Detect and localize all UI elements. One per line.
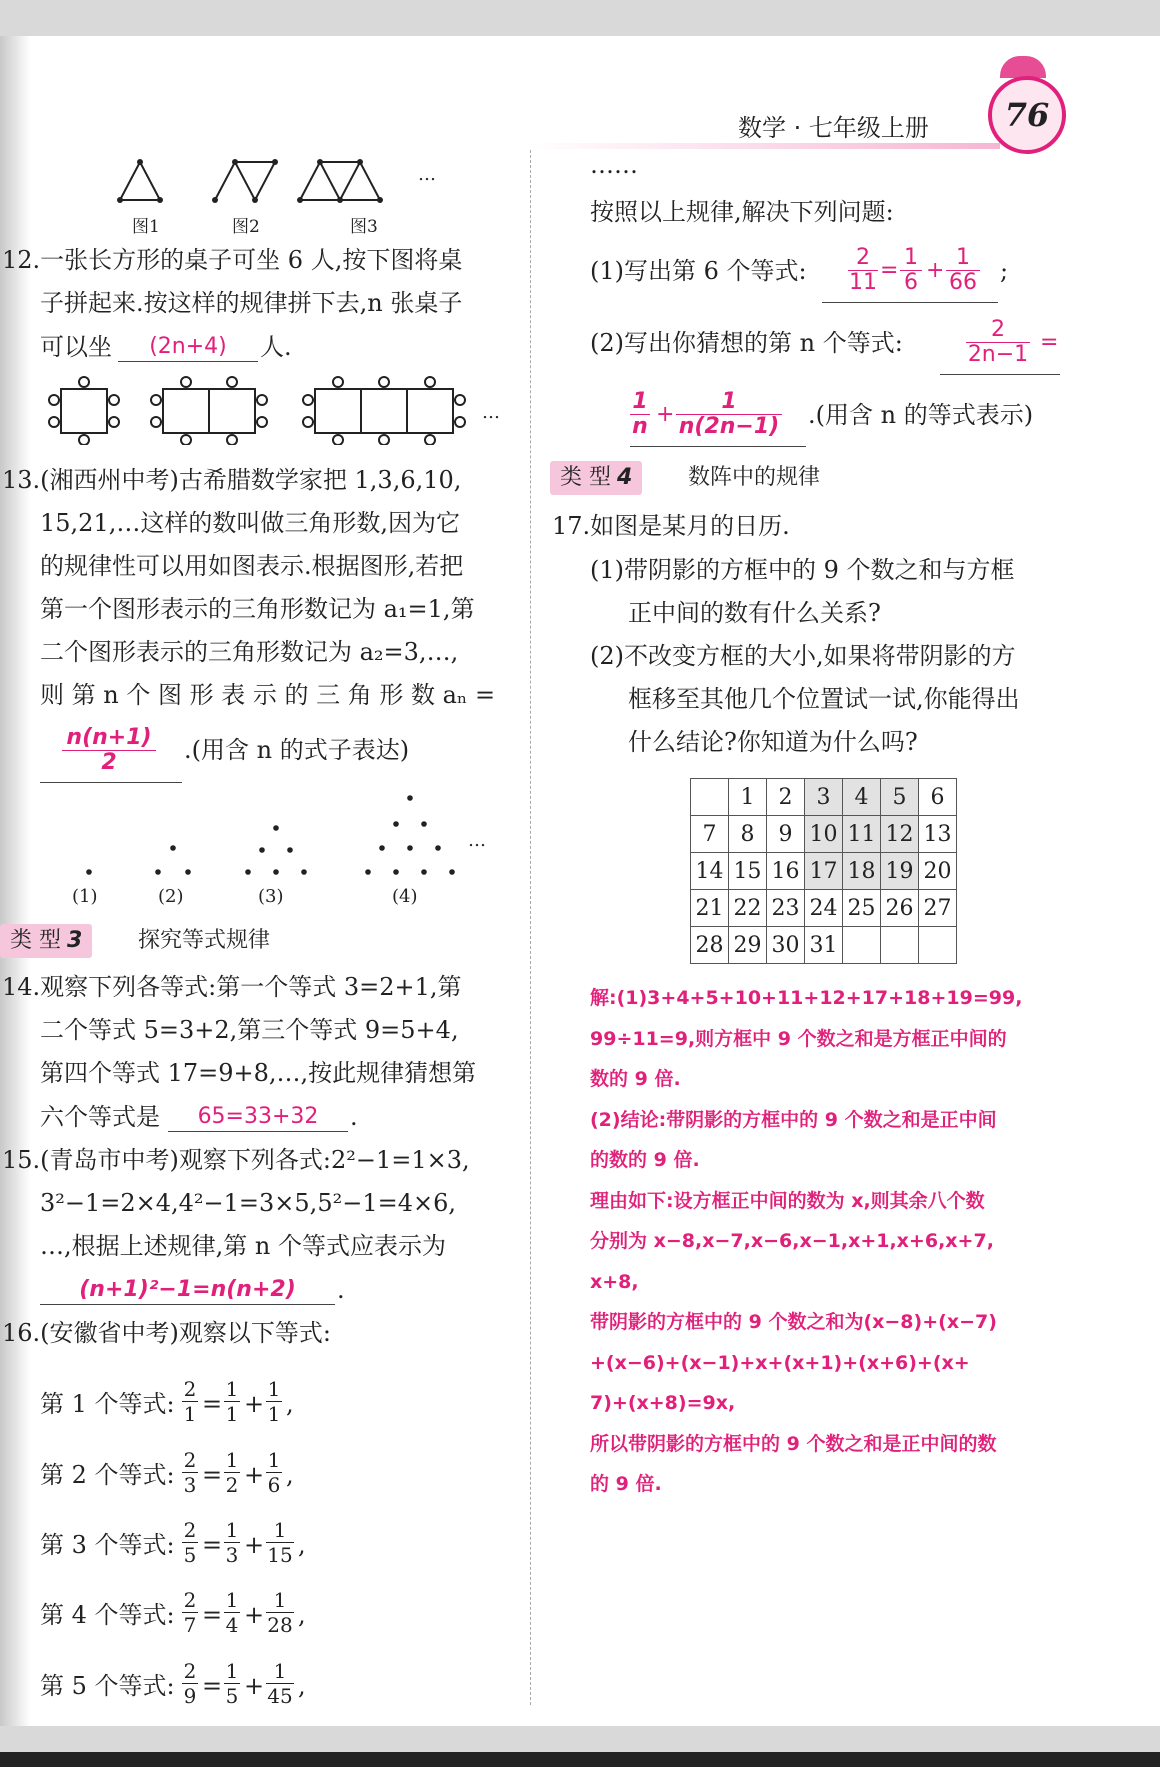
fraction-numerator: 1 — [225, 1659, 239, 1683]
fraction-denominator: 4 — [225, 1613, 239, 1637]
equation-operator: + — [244, 1601, 265, 1629]
calendar-cell: 22 — [729, 890, 767, 927]
q14-after: . — [350, 1103, 358, 1131]
type4-num: 4 — [617, 465, 633, 490]
equation-operator: , — [298, 1672, 306, 1700]
type4-badge — [550, 461, 642, 495]
q16-p1-underline — [822, 302, 998, 303]
bottom-bar — [0, 1752, 1160, 1767]
q13-answer-num: n(n+1) — [62, 726, 156, 751]
type3-heading — [0, 924, 330, 958]
calendar-cell: 2 — [767, 779, 805, 816]
equation-operator: = — [202, 1531, 223, 1559]
dot-fig-label-1: (1) — [72, 886, 98, 907]
fraction-denominator: 2 — [225, 1473, 239, 1497]
fraction-numerator: 1 — [225, 1377, 239, 1401]
calendar-cell: 31 — [805, 927, 843, 964]
type3-num: 3 — [67, 928, 83, 953]
q16-p2-after: .(用含 n 的等式表示) — [808, 401, 1034, 429]
q13-line-2: 15,21,…这样的数叫做三角形数,因为它 — [40, 509, 460, 537]
column-divider — [530, 150, 531, 1705]
calendar-cell: 12 — [881, 816, 919, 853]
table-fig-ellipsis: … — [482, 402, 500, 423]
type4-heading — [550, 461, 910, 495]
calendar-cell: 15 — [729, 853, 767, 890]
type3-label: 类 型 — [10, 928, 61, 953]
solution-line: 带阴影的方框中的 9 个数之和为(x−8)+(x−7) — [590, 1311, 997, 1333]
calendar-cell: 16 — [767, 853, 805, 890]
q17-p2-line-3: 什么结论?你知道为什么吗? — [628, 728, 918, 756]
page-shadow — [0, 36, 30, 1726]
q14-answer: 65=33+32 — [168, 1103, 348, 1132]
equation-fraction — [224, 1588, 240, 1637]
calendar-cell: 29 — [729, 927, 767, 964]
solution-line: 的数的 9 倍. — [590, 1149, 700, 1171]
q15-line-2: 3²−1=2×4,4²−1=3×5,5²−1=4×6, — [40, 1189, 456, 1217]
calendar-cell: 18 — [843, 853, 881, 890]
calendar-cell: 24 — [805, 890, 843, 927]
calendar-cell: 23 — [767, 890, 805, 927]
fraction-denominator: 28 — [267, 1613, 293, 1637]
equation-operator: , — [298, 1531, 306, 1559]
q14-line-4: 六个等式是 — [40, 1103, 160, 1131]
calendar-cell: 30 — [767, 927, 805, 964]
calendar-row — [691, 890, 957, 927]
q13-line-3: 的规律性可以用如图表示.根据图形,若把 — [40, 552, 464, 580]
calendar-cell — [919, 927, 957, 964]
equation-fraction — [266, 1377, 282, 1426]
equation-fraction — [182, 1448, 198, 1497]
q16-p2-frac-a — [966, 318, 1030, 367]
q14-line-3: 第四个等式 17=9+8,…,按此规律猜想第 — [40, 1059, 477, 1087]
calendar-cell: 5 — [881, 779, 919, 816]
calendar-cell: 10 — [805, 816, 843, 853]
q16-p1-end: ; — [1000, 257, 1009, 285]
dot-fig-label-2: (2) — [158, 886, 184, 907]
equation-operator: = — [202, 1461, 223, 1489]
fraction-denominator: 5 — [183, 1543, 197, 1567]
equation-fraction — [266, 1518, 294, 1567]
q16-p2-eq: = — [1040, 330, 1059, 355]
page-number: 76 — [1004, 96, 1050, 134]
q16-equation-row — [40, 1516, 370, 1572]
fraction-numerator: 1 — [225, 1448, 239, 1472]
calendar-cell: 6 — [919, 779, 957, 816]
calendar-row — [691, 853, 957, 890]
equation-operator: + — [244, 1461, 265, 1489]
fraction-numerator: 1 — [267, 1448, 281, 1472]
q16-p1-a-num: 2 — [848, 246, 878, 271]
solution-line: 7)+(x+8)=9x, — [590, 1392, 736, 1414]
calendar-table — [690, 778, 957, 964]
page-number-badge — [988, 76, 1066, 154]
type4-title: 数阵中的规律 — [688, 465, 821, 490]
equation-fraction — [224, 1448, 240, 1497]
q16-p1-eq: = — [880, 258, 899, 283]
fraction-numerator: 2 — [183, 1448, 197, 1472]
solution-line: 数的 9 倍. — [590, 1068, 681, 1090]
equation-operator: = — [202, 1672, 223, 1700]
q17-p2-line-2: 框移至其他几个位置试一试,你能得出 — [628, 685, 1020, 713]
q13-answer — [62, 726, 156, 775]
fig-label-1: 图1 — [132, 217, 160, 237]
q16-equation-row — [40, 1657, 370, 1713]
q13-answer-den: 2 — [101, 750, 117, 775]
q12-line-2: 子拼起来.按这样的规律拼下去,n 张桌子 — [40, 289, 463, 317]
solution-line: 99÷11=9,则方框中 9 个数之和是方框正中间的 — [590, 1027, 1007, 1050]
q16-p2-a-den: 2n−1 — [967, 342, 1029, 367]
q16-p1-label: (1)写出第 6 个等式: — [590, 257, 807, 285]
q16-p1-frac-b — [900, 246, 922, 295]
q16-p2-frac-c — [676, 390, 782, 439]
q16-intro: 16.(安徽省中考)观察以下等式: — [2, 1319, 331, 1347]
fraction-numerator: 1 — [266, 1659, 294, 1684]
q16-equation-row — [40, 1375, 370, 1431]
q15-after: . — [337, 1276, 345, 1304]
q17-intro: 17.如图是某月的日历. — [552, 512, 790, 540]
fraction-numerator: 1 — [266, 1588, 294, 1613]
header-rule — [530, 143, 1000, 149]
fraction-numerator: 2 — [183, 1659, 197, 1683]
equation-operator: , — [286, 1461, 294, 1489]
q15-line-1: 15.(青岛市中考)观察下列各式:2²−1=1×3, — [2, 1146, 470, 1174]
type3-badge — [0, 924, 92, 958]
fraction-denominator: 5 — [225, 1684, 239, 1708]
calendar-row — [691, 816, 957, 853]
calendar-cell: 25 — [843, 890, 881, 927]
q12-answer: (2n+4) — [118, 333, 258, 362]
solution-line: 所以带阴影的方框中的 9 个数之和是正中间的数 — [590, 1432, 997, 1455]
equation-fraction — [182, 1659, 198, 1708]
equation-label: 第 1 个等式: — [40, 1390, 175, 1418]
q16-p1-frac-a — [848, 246, 878, 295]
q12-after: 人. — [260, 333, 292, 361]
q16-p1-c-num: 1 — [946, 246, 980, 271]
type3-title: 探究等式规律 — [138, 928, 271, 953]
fraction-denominator: 3 — [183, 1473, 197, 1497]
q16-p2-a-num: 2 — [966, 318, 1030, 343]
equation-fraction — [224, 1377, 240, 1426]
solution-line: 的 9 倍. — [590, 1473, 662, 1495]
equation-fraction — [224, 1518, 240, 1567]
dot-fig-label-4: (4) — [392, 886, 418, 907]
calendar-cell: 1 — [729, 779, 767, 816]
fraction-denominator: 1 — [183, 1402, 197, 1426]
fraction-numerator: 2 — [183, 1518, 197, 1542]
calendar-cell: 4 — [843, 779, 881, 816]
header-title: 数学 · 七年级上册 — [738, 114, 929, 142]
solution-line: x+8, — [590, 1270, 639, 1293]
calendar-cell — [691, 779, 729, 816]
q16-p2-b-num: 1 — [630, 390, 650, 415]
q16-p2-underline-2 — [630, 446, 806, 447]
calendar-cell: 8 — [729, 816, 767, 853]
q12-line-1: 12.一张长方形的桌子可坐 6 人,按下图将桌 — [2, 246, 463, 274]
dot-fig-ellipsis: … — [468, 830, 486, 851]
equation-operator: = — [202, 1601, 223, 1629]
calendar-row — [691, 927, 957, 964]
q15-answer: (n+1)²−1=n(n+2) — [40, 1276, 335, 1305]
equation-label: 第 5 个等式: — [40, 1672, 175, 1700]
fraction-denominator: 1 — [225, 1402, 239, 1426]
table-figures — [45, 375, 505, 445]
triangle-dot-figures — [70, 790, 490, 890]
fraction-denominator: 7 — [183, 1613, 197, 1637]
equation-operator: + — [244, 1531, 265, 1559]
q16-p2-underline — [940, 374, 1060, 375]
fraction-numerator: 2 — [183, 1377, 197, 1401]
solution-line: 分别为 x−8,x−7,x−6,x−1,x+1,x+6,x+7, — [590, 1230, 994, 1252]
equation-fraction — [182, 1588, 198, 1637]
triangle-figures — [110, 150, 450, 235]
fraction-numerator: 1 — [266, 1518, 294, 1543]
q16-p1-c-den: 66 — [949, 270, 977, 295]
q13-line-5: 二个图形表示的三角形数记为 a₂=3,…, — [40, 638, 459, 666]
q16-rule-intro: 按照以上规律,解决下列问题: — [590, 198, 894, 226]
q16-p1-b-den: 6 — [904, 270, 918, 295]
solution-line: 解:(1)3+4+5+10+11+12+17+18+19=99, — [590, 987, 1023, 1009]
calendar-row — [691, 779, 957, 816]
calendar-cell: 13 — [919, 816, 957, 853]
equation-operator: , — [298, 1601, 306, 1629]
type4-label: 类 型 — [560, 465, 611, 490]
equation-fraction — [182, 1518, 198, 1567]
solution-line: +(x−6)+(x−1)+x+(x+1)+(x+6)+(x+ — [590, 1351, 970, 1374]
q16-p1-a-den: 11 — [849, 270, 877, 295]
q16-equation-row — [40, 1586, 370, 1642]
q12-line-3: 可以坐 — [40, 333, 112, 361]
q16-p1-frac-c — [946, 246, 980, 295]
q13-after: .(用含 n 的式子表达) — [184, 736, 410, 764]
equation-fraction — [266, 1448, 282, 1497]
equation-label: 第 4 个等式: — [40, 1601, 175, 1629]
q16-dots: …… — [590, 151, 638, 179]
equation-fraction — [266, 1588, 294, 1637]
fraction-numerator: 1 — [225, 1518, 239, 1542]
calendar-cell: 28 — [691, 927, 729, 964]
fraction-numerator: 1 — [225, 1588, 239, 1612]
fraction-denominator: 45 — [267, 1684, 293, 1708]
fraction-denominator: 9 — [183, 1684, 197, 1708]
q16-p1-b-num: 1 — [900, 246, 922, 271]
calendar-cell: 7 — [691, 816, 729, 853]
calendar-cell: 26 — [881, 890, 919, 927]
q13-line-1: 13.(湘西州中考)古希腊数学家把 1,3,6,10, — [2, 466, 462, 494]
calendar-cell: 17 — [805, 853, 843, 890]
q17-p1-line-1: (1)带阴影的方框中的 9 个数之和与方框 — [590, 556, 1015, 584]
q16-p2-frac-b — [630, 390, 650, 439]
calendar-cell — [881, 927, 919, 964]
calendar-cell — [843, 927, 881, 964]
fraction-numerator: 2 — [183, 1588, 197, 1612]
calendar-cell: 3 — [805, 779, 843, 816]
q16-p2-c-den: n(2n−1) — [678, 414, 780, 439]
calendar-cell: 14 — [691, 853, 729, 890]
calendar-cell: 11 — [843, 816, 881, 853]
q16-p2-plus: + — [656, 402, 675, 427]
q16-p1-plus: + — [926, 258, 945, 283]
q13-line-4: 第一个图形表示的三角形数记为 a₁=1,第 — [40, 595, 475, 623]
fig-ellipsis: … — [418, 164, 436, 185]
fraction-denominator: 1 — [267, 1402, 281, 1426]
calendar-cell: 20 — [919, 853, 957, 890]
q14-line-2: 二个等式 5=3+2,第三个等式 9=5+4, — [40, 1016, 459, 1044]
solution-line: 理由如下:设方框正中间的数为 x,则其余八个数 — [590, 1189, 985, 1212]
equation-operator: = — [202, 1390, 223, 1418]
fraction-denominator: 15 — [267, 1543, 293, 1567]
q16-p2-b-den: n — [632, 414, 648, 439]
solution-line: (2)结论:带阴影的方框中的 9 个数之和是正中间 — [590, 1108, 997, 1131]
equation-fraction — [182, 1377, 198, 1426]
q13-answer-underline — [40, 782, 182, 783]
calendar-cell: 9 — [767, 816, 805, 853]
calendar-cell: 21 — [691, 890, 729, 927]
equation-fraction — [224, 1659, 240, 1708]
q16-p2-label: (2)写出你猜想的第 n 个等式: — [590, 329, 903, 357]
equation-operator: + — [244, 1672, 265, 1700]
equation-operator: , — [286, 1390, 294, 1418]
q13-line-6: 则 第 n 个 图 形 表 示 的 三 角 形 数 aₙ = — [40, 681, 496, 709]
fraction-denominator: 3 — [225, 1543, 239, 1567]
equation-label: 第 2 个等式: — [40, 1461, 175, 1489]
calendar-cell: 27 — [919, 890, 957, 927]
calendar-cell: 19 — [881, 853, 919, 890]
fraction-denominator: 6 — [267, 1473, 281, 1497]
fraction-numerator: 1 — [267, 1377, 281, 1401]
q17-p2-line-1: (2)不改变方框的大小,如果将带阴影的方 — [590, 642, 1016, 670]
dot-fig-label-3: (3) — [258, 886, 284, 907]
fig-label-2: 图2 — [232, 217, 260, 237]
q17-p1-line-2: 正中间的数有什么关系? — [628, 599, 881, 627]
fig-label-3: 图3 — [350, 217, 378, 237]
equation-label: 第 3 个等式: — [40, 1531, 175, 1559]
q16-p2-c-num: 1 — [676, 390, 782, 415]
equation-operator: + — [244, 1390, 265, 1418]
q16-equation-row — [40, 1446, 370, 1502]
equation-fraction — [266, 1659, 294, 1708]
q15-line-3: …,根据上述规律,第 n 个等式应表示为 — [40, 1232, 446, 1260]
q14-line-1: 14.观察下列各等式:第一个等式 3=2+1,第 — [2, 973, 462, 1001]
